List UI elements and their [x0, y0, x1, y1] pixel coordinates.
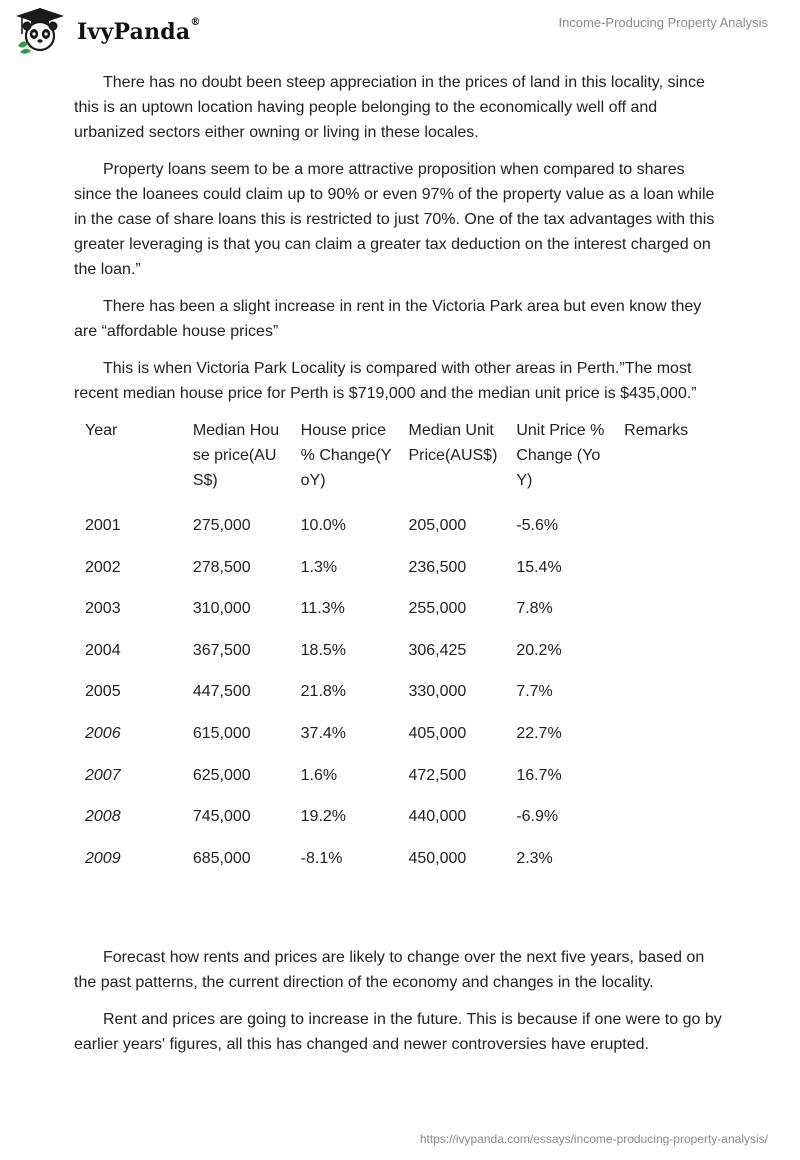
- paragraph: There has been a slight increase in rent in the Victoria Park area but even know they are “affordable house prices”: [74, 298, 702, 340]
- table-cell: -6.9%: [516, 808, 559, 826]
- table-cell: 19.2%: [300, 808, 347, 826]
- page-header: [0, 0, 800, 64]
- year-cell: 2008: [85, 808, 121, 826]
- table-cell: 20.2%: [516, 641, 562, 659]
- document-title: Income-Producing Property Analysis: [558, 15, 768, 30]
- table-row: [77, 763, 724, 805]
- ivypanda-logo-icon[interactable]: [14, 6, 66, 54]
- table-row: [77, 555, 724, 597]
- table-row: [77, 638, 724, 680]
- table-cell: 7.8%: [516, 600, 553, 618]
- table-cell: 22.7%: [516, 724, 562, 742]
- table-cell: -5.6%: [516, 517, 559, 534]
- column-header: Median Unit Price(AUS$): [408, 422, 498, 464]
- column-header: House price % Change(YoY): [300, 422, 392, 489]
- table-cell: 205,000: [408, 517, 467, 534]
- table-cell: [616, 555, 724, 597]
- year-cell: 2006: [85, 724, 121, 742]
- table-cell: -8.1%: [300, 849, 343, 867]
- paragraph: Property loans seem to be a more attractive proposition when compared to shares since the loanees could claim up to 90% or even 97% of the property value as a loan while in the case of share loans this is restricted to just 70%. One of the tax advantages with this greater leveraging is that you can claim a greater tax deduction on the interest charged on the loan.”: [74, 161, 715, 278]
- table-cell: [616, 721, 724, 763]
- table-cell: 275,000: [192, 517, 251, 534]
- table-cell: 16.7%: [516, 766, 562, 784]
- year-cell: 2002: [85, 558, 121, 576]
- table-cell: 18.5%: [300, 641, 347, 659]
- table-header-row: [77, 418, 724, 513]
- column-header: Remarks: [624, 422, 689, 439]
- table-row: [77, 804, 724, 846]
- table-cell: 625,000: [192, 766, 251, 784]
- table-cell: 1.6%: [300, 766, 338, 784]
- table-cell: 450,000: [408, 849, 467, 867]
- table-cell: 367,500: [192, 641, 251, 659]
- table-cell: [616, 763, 724, 805]
- table-row: [77, 679, 724, 721]
- table-row: [77, 846, 724, 888]
- year-cell: 2009: [85, 849, 121, 867]
- table-cell: 21.8%: [300, 683, 347, 701]
- table-cell: 15.4%: [516, 558, 562, 576]
- price-table: [77, 418, 724, 887]
- year-cell: 2005: [85, 683, 121, 701]
- table-row: [77, 513, 724, 555]
- table-cell: 440,000: [408, 808, 467, 826]
- table-cell: 685,000: [192, 849, 251, 867]
- year-cell: 2003: [85, 600, 121, 618]
- table-cell: 745,000: [192, 808, 251, 826]
- table-cell: 278,500: [192, 558, 251, 576]
- table-cell: 310,000: [192, 600, 251, 618]
- paragraph: Forecast how rents and prices are likely to change over the next five years, based on the past patterns, the current direction of the economy and changes in the locality.: [74, 949, 705, 992]
- table-cell: 10.0%: [300, 517, 347, 534]
- table-cell: 330,000: [408, 683, 467, 701]
- year-cell: 2007: [85, 766, 121, 784]
- table-cell: [616, 596, 724, 638]
- table-cell: [616, 679, 724, 721]
- column-header: Year: [85, 422, 118, 439]
- column-header: Unit Price % Change (YoY): [516, 422, 605, 489]
- paragraph: There has no doubt been steep appreciation in the prices of land in this locality, since this is an uptown location having people belonging to the economically well off and urbanized sectors either owning or living in these locales.: [74, 74, 705, 141]
- table-cell: 405,000: [408, 724, 467, 742]
- brand-name[interactable]: IvyPanda®: [77, 17, 201, 45]
- table-cell: 11.3%: [300, 600, 345, 618]
- year-cell: 2001: [85, 517, 121, 534]
- source-url-link[interactable]: https://ivypanda.com/essays/income-producing-property-analysis/: [419, 1132, 768, 1146]
- table-cell: 472,500: [408, 766, 467, 784]
- table-cell: 447,500: [192, 683, 251, 701]
- table-cell: 306,425: [408, 641, 467, 659]
- table-row: [77, 596, 724, 638]
- table-cell: 1.3%: [300, 558, 338, 576]
- essay-content: [74, 70, 724, 1069]
- column-header: Median House price(AUS$): [192, 422, 280, 489]
- paragraph: Rent and prices are going to increase in the future. This is because if one were to go by earlier years' figures, all this has changed and newer controversies have erupted.: [74, 1011, 722, 1054]
- table-cell: 255,000: [408, 600, 467, 618]
- table-cell: [616, 846, 724, 888]
- table-cell: [616, 804, 724, 846]
- table-cell: 37.4%: [300, 724, 347, 742]
- table-cell: 236,500: [408, 558, 467, 576]
- table-cell: [616, 638, 724, 680]
- table-cell: 615,000: [192, 724, 251, 742]
- table-cell: 7.7%: [516, 683, 553, 701]
- paragraph: This is when Victoria Park Locality is compared with other areas in Perth.”The most recent median house price for Perth is $719,000 and the median unit price is $435,000.”: [74, 360, 697, 402]
- table-cell: [616, 513, 724, 555]
- year-cell: 2004: [85, 641, 121, 659]
- table-row: [77, 721, 724, 763]
- table-cell: 2.3%: [516, 849, 553, 867]
